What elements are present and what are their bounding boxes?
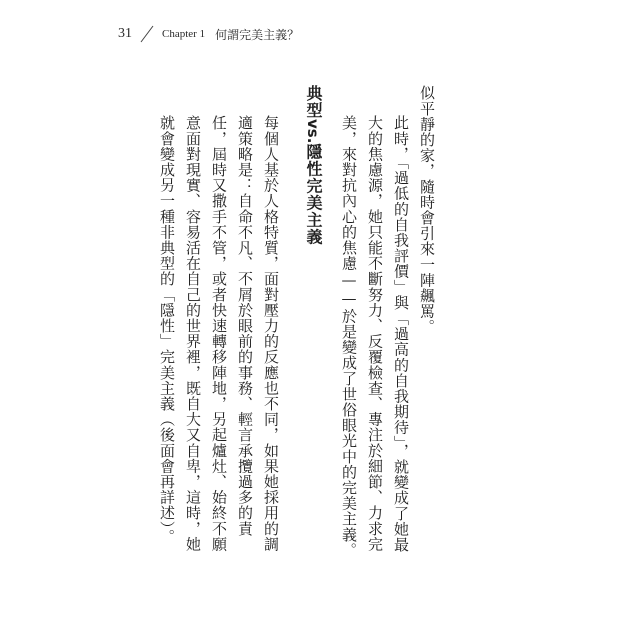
section-heading <box>298 85 328 565</box>
heading-prefix: 典型 <box>304 85 323 119</box>
paragraph-2: 每個人基於人格特質，面對壓力的反應也不同，如果她採用的調適策略是：自命不凡、不屑於眼前的事務、輕言承攬過多的責任，屆時又撒手不管，或者快速轉移陣地，另起爐灶、始終不願意面對現實、容易活在自己的世界裡，既自大又自卑，這時，她就會變成另一種非典型的「隱性」完美主義（後面會再詳述）。 <box>158 115 280 552</box>
paragraph-1: 此時，「過低的自我評價」與「過高的自我期待」，就變成了她最大的焦慮源，她只能不斷努力、反覆檢查、專注於細節、力求完美，來對抗內心的焦慮——於是變成了世俗眼光中的完美主義。 <box>340 115 410 558</box>
heading-suffix: 隱性完美主義 <box>304 143 323 246</box>
chapter-label: Chapter 1 <box>162 28 206 40</box>
vertical-body-text <box>150 85 440 565</box>
chapter-title: 何謂完美主義？ <box>215 27 300 42</box>
heading-vs: vs. <box>304 119 322 144</box>
page-number: 31 <box>118 26 132 41</box>
running-head <box>118 22 299 46</box>
slash-divider-icon <box>138 24 156 44</box>
continued-line: 似平靜的家，隨時會引來一陣飆罵。 <box>418 85 436 335</box>
